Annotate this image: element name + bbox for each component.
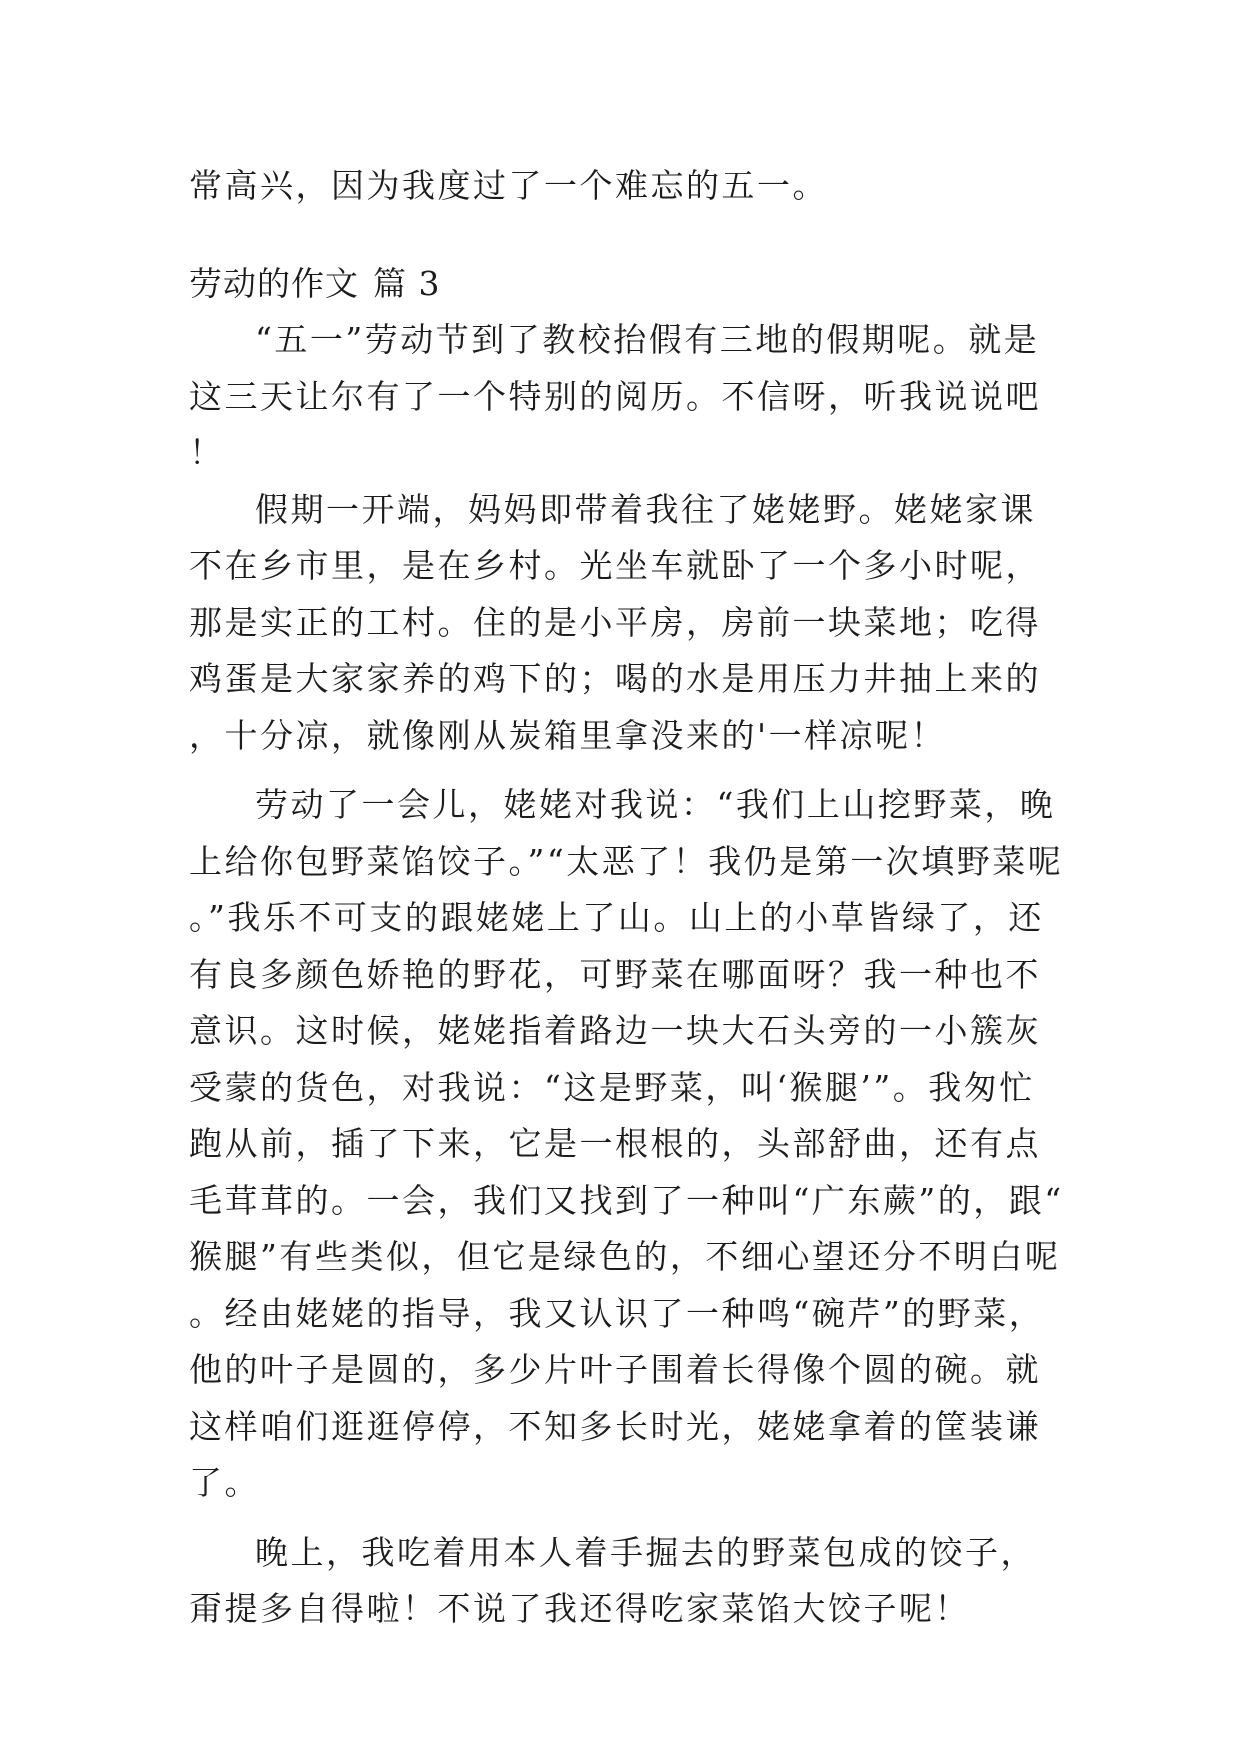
paragraph: 假期一开端，妈妈即带着我往了姥姥野。姥姥家课不在乡市里，是在乡村。光坐车就卧了一个多小时呢，那是实正的工村。住的是小平房，房前一块菜地；吃得鸡蛋是大家家养的鸡下的；喝的水是用压力井抽上来的，十分凉，就像刚从炭箱里拿没来的'一样凉呢！ (189, 489, 1041, 755)
section-title: 劳动的作文 (189, 263, 359, 303)
document-body (189, 158, 1069, 1638)
section-heading (189, 256, 1069, 313)
section-number: 篇 3 (373, 263, 441, 303)
previous-essay-ending: 常高兴，因为我度过了一个难忘的五一。 (189, 166, 828, 205)
paragraph: “五一”劳动节到了教校抬假有三地的假期呢。就是这三天让尔有了一个特别的阅历。不信呀，听我说说吧！ (189, 320, 1041, 472)
paragraph: 劳动了一会儿，姥姥对我说：“我们上山挖野菜，晚上给你包野菜馅饺子。”“太恶了！我仍是第一次填野菜呢。”我乐不可支的跟姥姥上了山。山上的小草皆绿了，还有良多颜色娇艳的野花，可野菜在哪面呀？我一种也不意识。这时候，姥姥指着路边一块大石头旁的一小簇灰受蒙的货色，对我说：“这是野菜，叫‘猴腿’”。我匆忙跑从前，插了下来，它是一根根的，头部舒曲，还有点毛茸茸的。一会，我们又找到了一种叫“广东蕨”的，跟“猴腿”有些类似，但它是绿色的，不细心望还分不明白呢。经由姥姥的指导，我又认识了一种鸣“碗芹”的野菜，他的叶子是圆的，多少片叶子围着长得像个圆的碗。就这样咱们逛逛停停，不知多长时光，姥姥拿着的筐装谦了。 (189, 785, 1064, 1502)
paragraph: 晚上，我吃着用本人着手掘去的野菜包成的饺子，甭提多自得啦！不说了我还得吃家菜馅大饺子呢！ (189, 1532, 1036, 1628)
